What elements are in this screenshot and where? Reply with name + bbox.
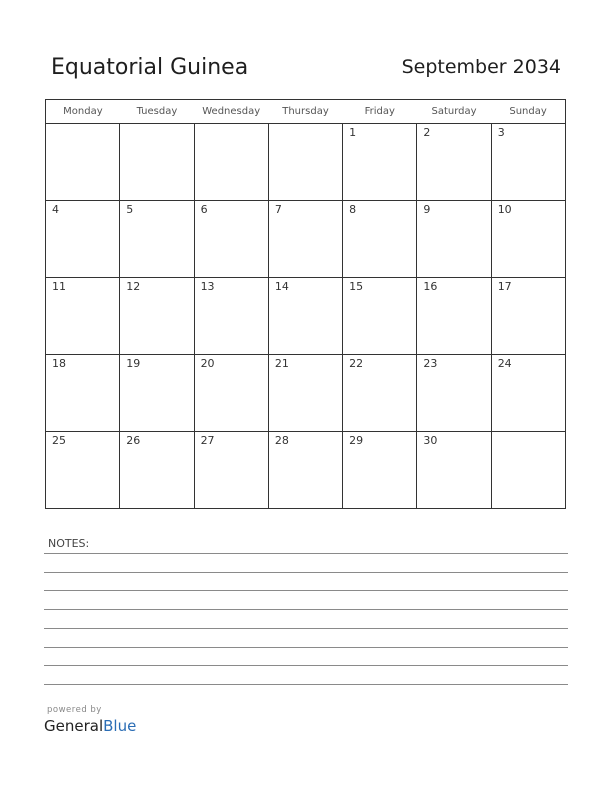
note-line	[44, 590, 568, 591]
week-row	[46, 201, 566, 278]
day-number: 16	[423, 280, 438, 293]
day-cell	[120, 278, 194, 355]
weekday-header: Sunday	[491, 100, 565, 124]
day-number: 26	[126, 434, 141, 447]
day-cell	[417, 124, 491, 201]
day-cell	[194, 278, 268, 355]
day-cell	[46, 124, 120, 201]
weekday-header: Monday	[46, 100, 120, 124]
day-cell	[46, 201, 120, 278]
day-cell	[491, 201, 565, 278]
day-number: 24	[497, 357, 512, 370]
week-row	[46, 124, 566, 201]
day-cell	[194, 201, 268, 278]
brand-logo	[44, 717, 136, 735]
day-cell	[120, 124, 194, 201]
week-row	[46, 278, 566, 355]
day-cell	[120, 201, 194, 278]
note-line	[44, 609, 568, 610]
day-number: 27	[200, 434, 215, 447]
week-row	[46, 432, 566, 509]
day-number: 6	[200, 203, 208, 216]
day-number: 20	[200, 357, 215, 370]
day-number: 2	[423, 126, 431, 139]
day-cell	[491, 355, 565, 432]
day-number: 15	[349, 280, 364, 293]
weekday-header: Thursday	[268, 100, 342, 124]
weekday-header: Tuesday	[120, 100, 194, 124]
day-number: 3	[497, 126, 505, 139]
day-cell	[194, 124, 268, 201]
day-number: 28	[274, 434, 289, 447]
note-line	[44, 684, 568, 685]
day-cell	[343, 432, 417, 509]
day-cell	[417, 355, 491, 432]
weekday-header-row	[46, 100, 566, 124]
day-number: 23	[423, 357, 438, 370]
day-cell	[343, 124, 417, 201]
day-number: 8	[349, 203, 357, 216]
calendar-grid	[45, 99, 566, 509]
day-cell	[491, 432, 565, 509]
day-cell	[343, 355, 417, 432]
day-cell	[268, 278, 342, 355]
week-row	[46, 355, 566, 432]
weekday-header: Wednesday	[194, 100, 268, 124]
day-cell	[120, 432, 194, 509]
day-cell	[120, 355, 194, 432]
day-number: 19	[126, 357, 141, 370]
weekday-header: Saturday	[417, 100, 491, 124]
note-line	[44, 553, 568, 554]
day-cell	[46, 432, 120, 509]
day-cell	[268, 201, 342, 278]
weekday-header: Friday	[343, 100, 417, 124]
note-line	[44, 665, 568, 666]
note-line	[44, 628, 568, 629]
day-number: 14	[274, 280, 289, 293]
day-number: 1	[349, 126, 357, 139]
day-cell	[417, 201, 491, 278]
day-cell	[491, 124, 565, 201]
day-number: 4	[52, 203, 59, 216]
note-line	[44, 647, 568, 648]
notes-label: NOTES:	[48, 537, 90, 550]
day-cell	[417, 432, 491, 509]
day-number: 21	[274, 357, 289, 370]
brand-blue-text: Blue	[103, 717, 137, 735]
day-cell	[417, 278, 491, 355]
powered-by-text: powered by	[47, 705, 102, 715]
day-cell	[268, 432, 342, 509]
day-cell	[46, 355, 120, 432]
day-cell	[343, 201, 417, 278]
day-number: 5	[126, 203, 134, 216]
day-number: 29	[349, 434, 364, 447]
day-number: 13	[200, 280, 215, 293]
day-cell	[194, 432, 268, 509]
day-cell	[194, 355, 268, 432]
day-number: 9	[423, 203, 431, 216]
day-number: 10	[497, 203, 512, 216]
day-number: 18	[52, 357, 66, 370]
note-line	[44, 572, 568, 573]
day-number: 22	[349, 357, 364, 370]
day-cell	[268, 124, 342, 201]
day-number: 12	[126, 280, 141, 293]
calendar-month-title: September 2034	[401, 56, 561, 78]
day-number: 30	[423, 434, 438, 447]
day-cell	[343, 278, 417, 355]
day-number: 11	[52, 280, 66, 293]
day-cell	[46, 278, 120, 355]
day-number: 17	[497, 280, 512, 293]
day-number: 7	[274, 203, 282, 216]
day-number: 25	[52, 434, 66, 447]
calendar-country-title: Equatorial Guinea	[51, 55, 249, 80]
brand-general-text: General	[44, 717, 104, 735]
day-cell	[268, 355, 342, 432]
day-cell	[491, 278, 565, 355]
